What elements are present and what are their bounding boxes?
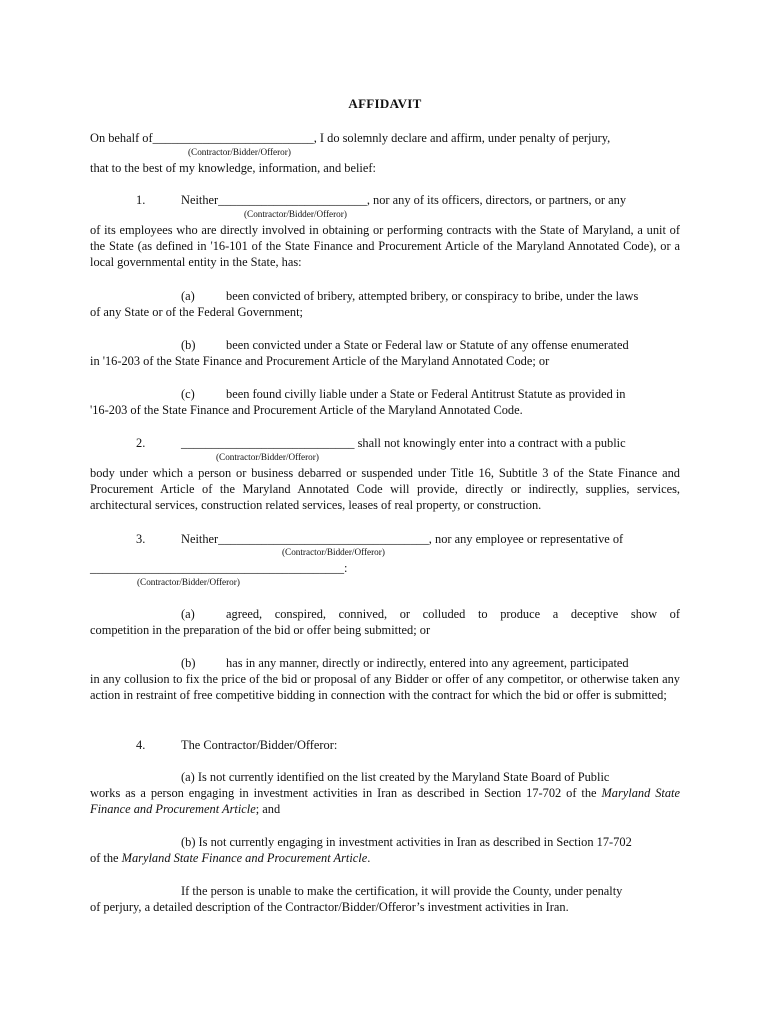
item-4a-italic: Maryland State Finance and Procurement Article xyxy=(90,786,680,816)
item-1c-rest: '16-203 of the State Finance and Procurement Article of the Maryland Annotated Code. xyxy=(90,403,523,417)
item-1-body: of its employees who are directly involved in obtaining or performing contracts with the State of Maryland, a unit of the State (as defined in '16-101 of the State Finance and Procurement Article of the Maryland Annotated Code), or a local governmental entity in the State, has: xyxy=(90,223,680,269)
item-1a-label: (a) xyxy=(181,289,195,303)
intro-line-2: that to the best of my knowledge, information, and belief: xyxy=(90,161,376,175)
item-4a-first: (a) Is not currently identified on the list created by the Maryland State Board of Public xyxy=(181,770,610,784)
item-1-first-line xyxy=(181,192,626,208)
item-4b-rest-text: of the xyxy=(90,851,122,865)
item-3b-first: has in any manner, directly or indirectly, entered into any agreement, participated xyxy=(226,656,629,670)
item-1-prefix: Neither xyxy=(181,193,219,207)
intro-suffix: , I do solemnly declare and affirm, under penalty of perjury, xyxy=(313,131,611,145)
item-4b-first: (b) Is not currently engaging in investment activities in Iran as described in Section 17-702 xyxy=(181,835,632,849)
contractor-blank-item-2[interactable]: ____________________________ xyxy=(181,436,355,450)
intro-line xyxy=(90,130,610,146)
contractor-blank-item-3[interactable]: __________________________________ xyxy=(218,532,429,546)
blank-caption: (Contractor/Bidder/Offeror) xyxy=(244,209,347,219)
item-1-suffix: , nor any of its officers, directors, or partners, or any xyxy=(366,193,627,207)
item-3-number: 3. xyxy=(136,532,146,546)
blank-caption: (Contractor/Bidder/Offeror) xyxy=(137,577,240,587)
closing-rest: of perjury, a detailed description of the Contractor/Bidder/Offeror’s investment activities in Iran. xyxy=(90,900,569,914)
item-4a-end: ; and xyxy=(255,802,281,816)
item-4-heading: The Contractor/Bidder/Offeror: xyxy=(181,738,338,752)
item-1a-first: been convicted of bribery, attempted bribery, or conspiracy to bribe, under the laws xyxy=(226,289,639,303)
item-3b-rest: in any collusion to fix the price of the bid or proposal of any Bidder or offer of any competitor, or otherwise taken any action in restraint of free competitive bidding in connection with the contract for which the bid or offer is submitted; xyxy=(90,672,680,702)
blank-caption: (Contractor/Bidder/Offeror) xyxy=(188,147,291,157)
item-1a-rest: of any State or of the Federal Government; xyxy=(90,305,303,319)
item-3a-label: (a) xyxy=(181,607,195,621)
contractor-blank-intro[interactable]: __________________________ xyxy=(152,131,314,145)
item-3-first-line xyxy=(181,531,623,547)
item-2-suffix: shall not knowingly enter into a contract with a public xyxy=(354,436,626,450)
item-1b-first: been convicted under a State or Federal law or Statute of any offense enumerated xyxy=(226,338,629,352)
item-3a-rest: competition in the preparation of the bid or offer being submitted; or xyxy=(90,623,431,637)
item-4a-rest-text: works as a person engaging in investment activities in Iran as described in Section 17-702 of the xyxy=(90,786,602,800)
item-3a-first: agreed, conspired, connived, or colluded to produce a deceptive show of xyxy=(226,607,680,621)
item-4b-rest xyxy=(90,850,370,866)
item-3-suffix: , nor any employee or representative of xyxy=(428,532,624,546)
item-4b-end: . xyxy=(367,851,371,865)
intro-prefix: On behalf of xyxy=(90,131,153,145)
item-3b-label: (b) xyxy=(181,656,196,670)
item-2-first-line xyxy=(181,435,626,451)
item-2-body: body under which a person or business debarred or suspended under Title 16, Subtitle 3 of the State Finance and Procurement Article of the Maryland Annotated Code will provide, directly or indirectly, supplies, services, architectural services, construction related services, leases of real property, or construction. xyxy=(90,466,680,512)
item-1c-first: been found civilly liable under a State or Federal Antitrust Statute as provided in xyxy=(226,387,626,401)
document-title: AFFIDAVIT xyxy=(348,96,422,111)
blank-caption: (Contractor/Bidder/Offeror) xyxy=(282,547,385,557)
item-2-number: 2. xyxy=(136,436,146,450)
contractor-blank-item-3-second[interactable]: _________________________________________ xyxy=(90,561,345,575)
item-3-prefix: Neither xyxy=(181,532,219,546)
item-4b-italic: Maryland State Finance and Procurement Article xyxy=(121,851,368,865)
contractor-blank-item-1[interactable]: ________________________ xyxy=(218,193,367,207)
item-1c-label: (c) xyxy=(181,387,195,401)
item-1-number: 1. xyxy=(136,193,146,207)
blank-caption: (Contractor/Bidder/Offeror) xyxy=(216,452,319,462)
item-4-number: 4. xyxy=(136,738,146,752)
closing-first: If the person is unable to make the certification, it will provide the County, under penalty xyxy=(181,884,623,898)
item-4a-rest xyxy=(90,785,680,817)
item-3-colon: : xyxy=(344,561,348,575)
item-3-second-blank-line xyxy=(90,560,347,576)
item-1b-rest: in '16-203 of the State Finance and Procurement Article of the Maryland Annotated Code; or xyxy=(90,354,550,368)
item-1b-label: (b) xyxy=(181,338,196,352)
